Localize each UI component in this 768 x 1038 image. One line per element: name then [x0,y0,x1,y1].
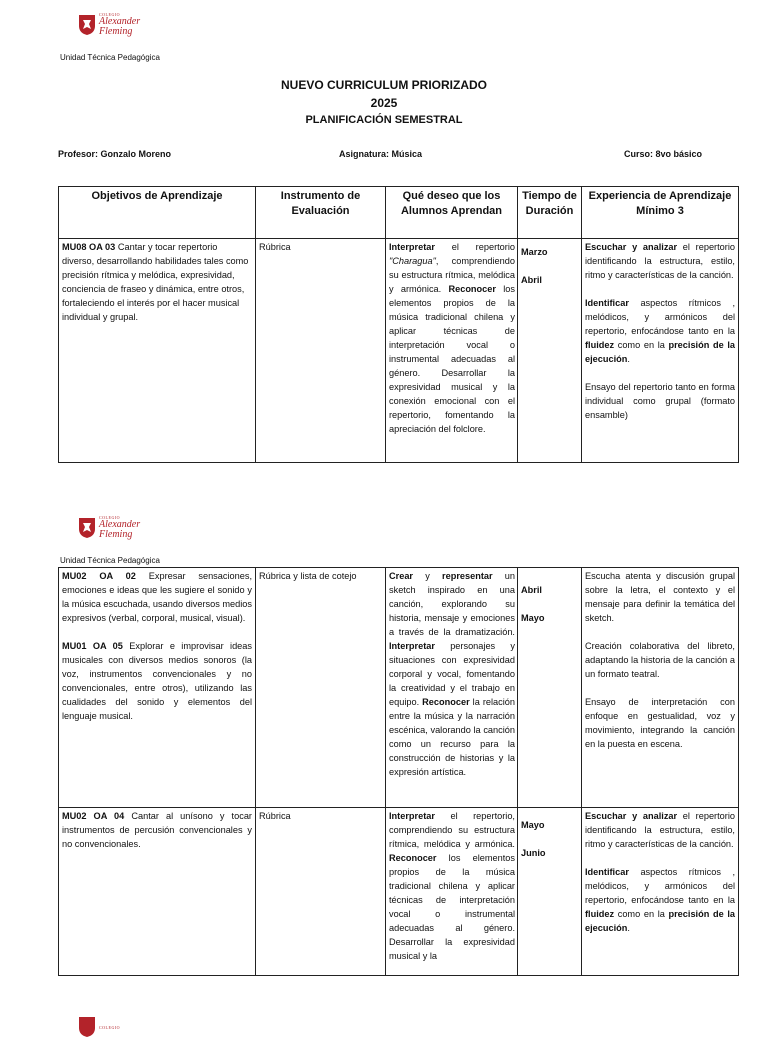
learn-text: la relación entre la música y la narración escénica, valorando la canción como un recurso para la construcción de historias y la expresión artística. [389,697,515,777]
exp-text: Ensayo del repertorio tanto en forma individual como grupal (formato ensamble) [585,382,735,420]
oa-code: MU02 OA 04 [62,811,125,821]
col-header-aprendan: Qué deseo que los Alumnos Aprendan [386,187,518,239]
exp-text: . [627,923,630,933]
table-row [59,808,739,976]
instrument-cell: Rúbrica [256,808,386,976]
logo-line1: Alexander [99,16,141,27]
exp-text: aspectos rítmicos , melódicos, y armónicos del repertorio, enfocándose tanto en la [585,298,735,336]
learn-bold: Interpretar [389,641,435,651]
unit-label: Unidad Técnica Pedagógica [60,556,160,565]
time-cell [518,808,582,976]
learn-bold: Interpretar [389,242,435,252]
col-header-experiencia: Experiencia de Aprendizaje Mínimo 3 [582,187,739,239]
exp-text: como en la [614,340,669,350]
shield-icon [78,517,96,539]
time-month: Junio [521,848,546,858]
table-row [59,568,739,808]
col-header-objetivos: Objetivos de Aprendizaje [59,187,256,239]
learn-text: personajes y situaciones con expresividad corporal y vocal, fomentando la creatividad y el trabajo en equipo. [389,641,515,707]
learn-bold: Crear [389,571,414,581]
learn-bold: Reconocer [389,853,437,863]
learn-italic: "Charagua" [389,256,436,266]
learning-cell [386,568,518,808]
logo-small-text: COLEGIO [99,515,121,520]
learn-text: , comprendiendo su estructura rítmica, melódica y armónica. [389,256,515,294]
time-cell [518,568,582,808]
asignatura-label: Asignatura: Música [339,149,423,159]
plan-table-2 [58,567,739,976]
col-header-tiempo: Tiempo de Duración [518,187,582,239]
exp-bold: precisión de la ejecución [585,909,735,933]
learning-cell [386,239,518,463]
time-month: Abril [521,585,542,595]
exp-text: Escucha atenta y discusión grupal sobre la letra, el contexto y el mensaje para definir la temática del sketch. [585,571,735,623]
col-header-instrumento: Instrumento de Evaluación [256,187,386,239]
logo-line1: Alexander [99,519,141,530]
exp-text: el repertorio identificando la estructura, estilo, ritmo y características de la canción. [585,242,735,280]
exp-bold: y analizar [632,242,678,252]
exp-bold: fluidez [585,909,615,919]
learn-text: el repertorio, comprendiendo su estructura rítmica, melódica y armónica. [389,811,515,849]
exp-bold: Identificar [585,867,629,877]
exp-bold: y analizar [632,811,678,821]
instrument-cell: Rúbrica y lista de cotejo [256,568,386,808]
time-cell [518,239,582,463]
instrument-cell: Rúbrica [256,239,386,463]
experience-cell [582,568,739,808]
experience-cell [582,808,739,976]
school-logo [78,515,140,540]
oa-code: MU08 OA 03 [62,242,116,252]
logo-line2: Fleming [99,26,133,37]
learn-text: y [413,571,443,581]
exp-bold: Identificar [585,298,629,308]
objective-cell [59,239,256,463]
doc-year: 2025 [370,96,398,110]
doc-subtitle: PLANIFICACIÓN SEMESTRAL [305,114,463,126]
school-logo [78,1016,120,1038]
oa-text: Expresar sensaciones, emociones e ideas que les sugiere el sonido y la música escuchada, usando diversos medios expresivos (verbal, corporal, musical, visual). [62,571,252,623]
oa-code: MU01 OA 05 [62,641,123,651]
learn-bold: Interpretar [389,811,435,821]
oa-code: MU02 OA 02 [62,571,136,581]
exp-bold: fluidez [585,340,615,350]
exp-text: como en la [614,909,669,919]
time-month: Abril [521,275,542,285]
exp-text: el repertorio identificando la estructura, estilo, ritmo y características de la canción. [585,811,735,849]
school-logo [78,12,140,37]
logo-small-text: COLEGIO [99,1024,121,1030]
curso-label: Curso: 8vo básico [624,149,703,159]
objective-cell [59,808,256,976]
exp-bold: Escuchar [585,242,627,252]
learn-bold: Reconocer [422,697,470,707]
unit-label: Unidad Técnica Pedagógica [60,53,160,62]
learn-bold: Reconocer [448,284,496,294]
exp-text: . [627,354,630,364]
oa-text: Cantar y tocar repertorio diverso, desarrollando habilidades tales como precisión rítmica y melódica, expresividad, conciencia de fraseo y dinámica, entre otros, fortaleciendo el interés por el hacer musical individual y grupal. [62,242,249,322]
learn-text: el repertorio [434,242,515,252]
learn-text: un sketch inspirado en una canción, explorando su historia, mensaje y emociones a través de la dramatización. [389,571,515,637]
learn-text: los elementos propios de la música tradicional chilena y aplicar técnicas de interpretación vocal o instrumental adecuadas al género. Desarrollar la expresividad musical y la conexión emocional con el repertorio, fomentando la apreciación del folclore. [389,284,515,434]
exp-text: aspectos rítmicos , melódicos, y armónicos del repertorio, enfocándose tanto en la [585,867,735,905]
oa-text: Explorar e improvisar ideas musicales con diversos medios sonoros (la voz, instrumentos convencionales y no convencionales, entre otros), utilizando las cualidades del sonido y elementos del lenguaje musical. [62,641,252,721]
time-month: Marzo [521,247,548,257]
plan-table-1 [58,186,739,463]
learning-cell [386,808,518,976]
oa-text: Cantar al unísono y tocar instrumentos de percusión convencionales y no convencionales. [62,811,252,849]
profesor-label: Profesor: Gonzalo Moreno [58,149,172,159]
exp-text: Creación colaborativa del libreto, adaptando la historia de la canción a un formato teatral. [585,641,735,679]
learn-bold: representar [442,571,493,581]
time-month: Mayo [521,613,545,623]
exp-text: Ensayo de interpretación con enfoque en gestualidad, voz y movimiento, integrando la canción en la puesta en escena. [585,697,735,749]
time-month: Mayo [521,820,545,830]
exp-bold: Escuchar [585,811,627,821]
doc-title: NUEVO CURRICULUM PRIORIZADO [281,78,487,92]
logo-small-text: COLEGIO [99,12,121,17]
shield-icon [78,1016,96,1038]
experience-cell [582,239,739,463]
table-row [59,239,739,463]
objective-cell [59,568,256,808]
shield-icon [78,14,96,36]
exp-bold: precisión de la ejecución [585,340,735,364]
table-header-row [59,187,739,239]
logo-line2: Fleming [99,529,133,540]
learn-text: los elementos propios de la música tradicional chilena y aplicar técnicas de interpretación vocal o instrumental adecuadas al género. Desarrollar la expresividad musical y la [389,853,515,961]
